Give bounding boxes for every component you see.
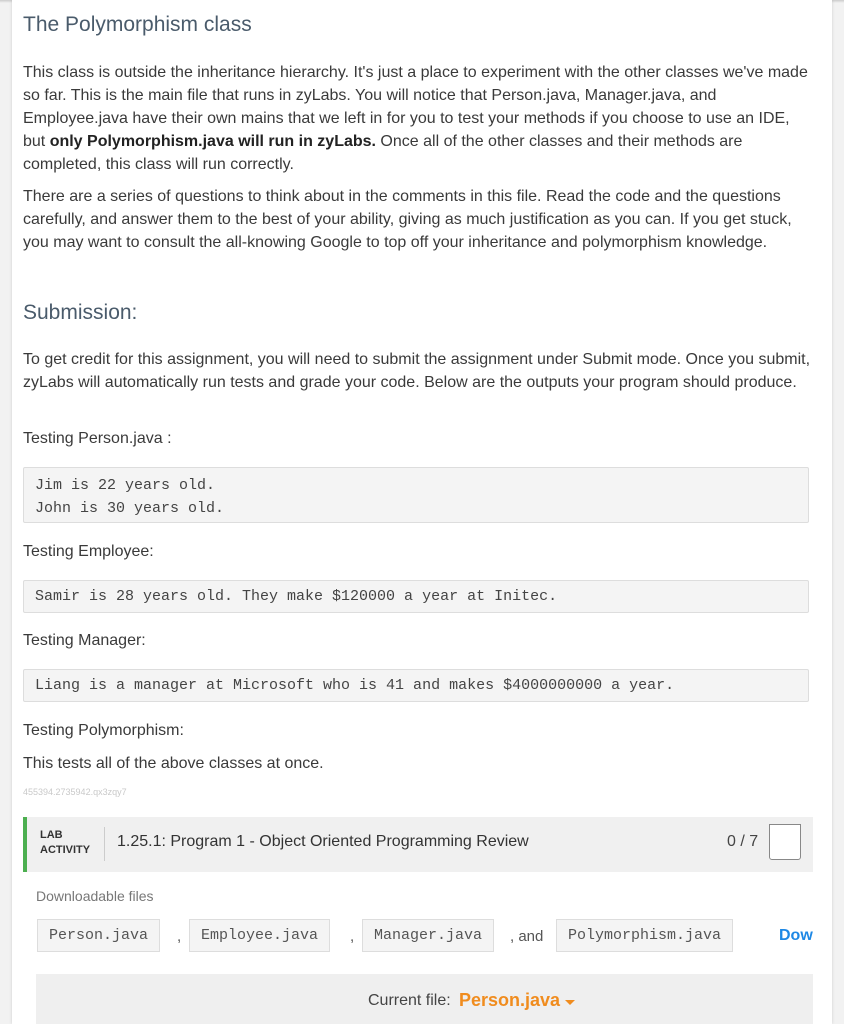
current-file-label: Current file: xyxy=(368,992,451,1009)
lab-divider xyxy=(104,827,105,861)
lab-tag-line1: LAB xyxy=(40,829,63,841)
file-link-manager[interactable]: Manager.java xyxy=(362,919,494,952)
test-label-polymorphism: Testing Polymorphism: xyxy=(23,722,184,739)
test-label-person: Testing Person.java : xyxy=(23,430,172,447)
file-link-polymorphism[interactable]: Polymorphism.java xyxy=(556,919,733,952)
para-text-a: This class is outside the inheritance hierarchy. It's just a place to experiment with the other classes we've made so far. This is the main file that runs in zyLabs. You will notice that Person.java, Manager.java, and Employee.java have their own mains that we left in for you to test your methods if you choose to use an IDE, but xyxy=(23,64,808,150)
lab-title: 1.25.1: Program 1 - Object Oriented Programming Review xyxy=(117,833,529,850)
file-separator: , xyxy=(177,928,182,945)
code-output-employee: Samir is 28 years old. They make $120000 a year at Initec. xyxy=(23,580,809,613)
file-separator: , xyxy=(350,928,355,945)
file-link-employee[interactable]: Employee.java xyxy=(189,919,330,952)
completion-badge-icon xyxy=(769,824,801,860)
content-page xyxy=(12,0,832,1024)
downloadable-files-label: Downloadable files xyxy=(36,888,154,904)
test-label-manager: Testing Manager: xyxy=(23,632,146,649)
lab-activity-header xyxy=(23,817,813,872)
lab-tag-line2: ACTIVITY xyxy=(40,844,91,856)
download-link[interactable]: Dow xyxy=(779,927,813,944)
current-file-dropdown[interactable]: Person.java xyxy=(459,990,561,1010)
code-output-manager: Liang is a manager at Microsoft who is 41 and makes $4000000000 a year. xyxy=(23,669,809,702)
paragraph-questions: There are a series of questions to think about in the comments in this file. Read the code and the questions carefully, and answer them to the best of your ability, giving as much justification as you can. If you get stuck, you may want to consult the all-knowing Google to top off your inheritance and polymorphism knowledge. xyxy=(23,188,792,251)
polymorphism-description: This tests all of the above classes at once. xyxy=(23,755,324,772)
activity-hash: 455394.2735942.qx3zqy7 xyxy=(23,787,127,797)
code-output-person: Jim is 22 years old. John is 30 years old. xyxy=(23,467,809,523)
file-link-person[interactable]: Person.java xyxy=(37,919,160,952)
lab-activity-tag xyxy=(40,828,90,858)
section-title-submission: Submission: xyxy=(23,301,138,324)
para-text-b: Once all of the other classes and their methods are completed, this class will run correctly. xyxy=(23,133,743,173)
chevron-down-icon[interactable] xyxy=(565,1000,575,1005)
paragraph-polymorphism-intro xyxy=(23,61,813,176)
test-label-employee: Testing Employee: xyxy=(23,543,154,560)
current-file-bar xyxy=(36,974,813,1024)
lab-score: 0 / 7 xyxy=(727,833,759,850)
section-title-polymorphism: The Polymorphism class xyxy=(23,13,252,36)
para-bold-text: only Polymorphism.java will run in zyLabs. xyxy=(49,133,376,150)
paragraph-submission-intro: To get credit for this assignment, you will need to submit the assignment under Submit mode. Once you submit, zyLabs will automatically run tests and grade your code. Below are the outputs your program should produce. xyxy=(23,351,811,391)
file-separator-and: , and xyxy=(510,928,544,945)
